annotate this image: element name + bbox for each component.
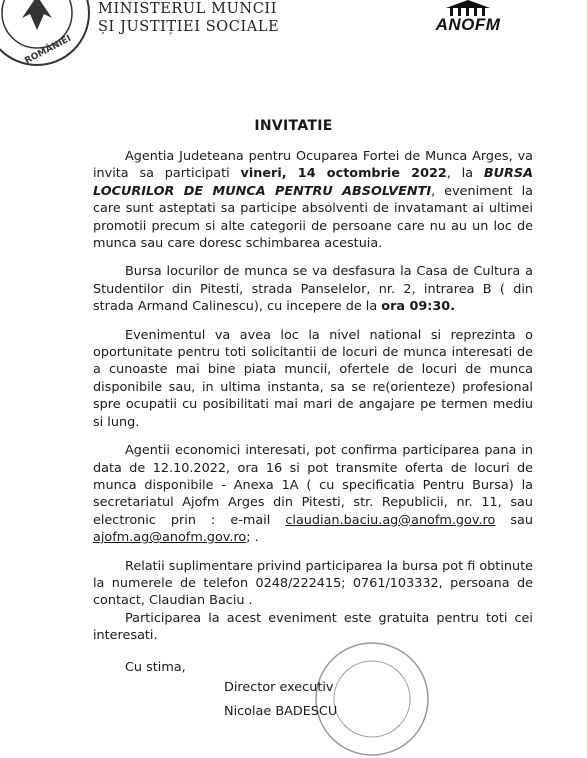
document-title: INVITATIE — [254, 118, 333, 134]
svg-text:ROMÂNIEI: ROMÂNIEI — [23, 33, 73, 67]
ministry-line-2: ȘI JUSTIȚIEI SOCIALE — [98, 19, 280, 35]
email-link-contact[interactable]: claudian.baciu.ag@anofm.gov.ro — [285, 512, 496, 528]
document-body — [93, 148, 533, 676]
paragraph-purpose: Evenimentul va avea loc la nivel national si reprezinta o oportunitate pentru toti solicitantii de locuri de munca interesati de a cunoaste mai bine piata muncii, ofertele de locuri de munca disponibile sau, in ultima instanta, sa se re(orienteze) profesional spre ocupatii cu posibilitati mai mari de angajare pe termen mediu si lung. — [93, 327, 533, 430]
logo-text: ANOFM — [435, 15, 501, 34]
closing-salutation: Cu stima, — [125, 659, 186, 675]
p2-text-1: Bursa locurilor de munca se va desfasura la Casa de Cultura a Studentilor din Pitesti, strada Panselelor, nr. 2, intrarea B ( din strada Armand Calinescu), cu incepere de la — [93, 264, 533, 315]
paragraph-employers — [93, 442, 533, 546]
p4-text-3: ; . — [246, 530, 259, 546]
ministry-header — [98, 0, 279, 36]
ministry-line-1: MINISTERUL MUNCII — [98, 1, 278, 17]
paragraph-free: Participarea la acest eveniment este gratuita pentru toti cei interesati. — [93, 610, 533, 644]
p1-text-3: , eveniment la care sunt asteptati sa participe absolventi de invatamant ai ultimei promotii precum si alte categorii de persoane care nu au un loc de munca sau care doresc schimbarea acestuia. — [93, 183, 534, 252]
signature-role: Director executiv — [224, 680, 334, 695]
p4-text-2: sau — [495, 512, 533, 528]
email-link-agency[interactable]: ajofm.ag@anofm.gov.ro — [93, 530, 247, 546]
event-name: BURSA LOCURILOR DE MUNCA PENTRU ABSOLVENTI — [93, 166, 533, 199]
signature-block — [224, 676, 337, 724]
paragraph-invitation — [93, 148, 533, 252]
p1-text-1: Agentia Judeteana pentru Ocuparea Fortei de Munca Arges, va invita sa participati — [93, 149, 533, 182]
anofm-logo — [428, 0, 508, 36]
paragraph-location — [93, 263, 533, 315]
p1-text-2: , la — [446, 166, 484, 182]
building-icon — [446, 0, 490, 16]
p4-text-1: Agentii economici interesati, pot confirma participarea pana in data de 12.10.2022, ora 16 si pot transmite oferta de locuri de munca disponibile - Anexa 1A ( cu specificatia Pentru Bursa) la secretariatul Ajofm Arges din Pitesti, str. Republicii, nr. 11, sau electronic prin : e-mail — [93, 443, 533, 528]
event-time: ora 09:30. — [381, 299, 456, 315]
government-seal-icon — [0, 0, 92, 68]
signature-name: Nicolae BADESCU — [224, 704, 338, 719]
event-date: vineri, 14 octombrie 2022 — [240, 166, 447, 182]
paragraph-contact: Relatii suplimentare privind participarea la bursa pot fi obtinute la numerele de telefon 0248/222415; 0761/103332, persoana de contact, Claudian Baciu . — [93, 558, 533, 609]
